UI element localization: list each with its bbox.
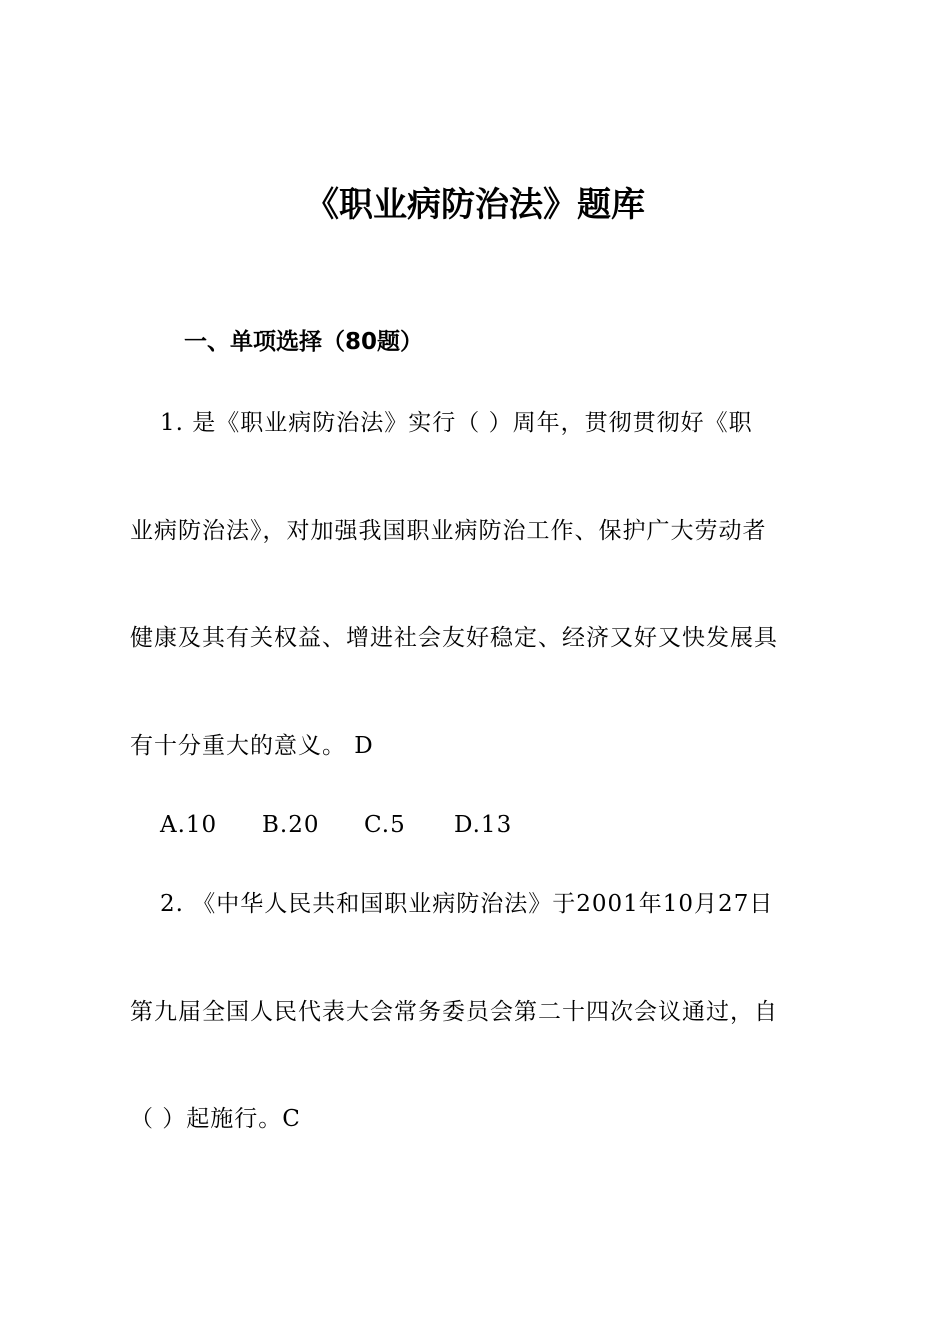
question-2-line-2: 第九届全国人民代表大会常务委员会第二十四次会议通过，自 — [130, 999, 778, 1025]
question-1-line-2: 业病防治法》，对加强我国职业病防治工作、保护广大劳动者 — [130, 518, 767, 544]
question-1-line-4: 有十分重大的意义。 D — [130, 733, 374, 759]
option-d: D.13 — [454, 812, 513, 838]
section-heading: 一、单项选择（80题） — [184, 329, 424, 355]
option-a: A.10 — [160, 812, 218, 838]
question-1-line-3: 健康及其有关权益、增进社会友好稳定、经济又好又快发展具 — [130, 625, 778, 651]
option-b: B.20 — [262, 812, 320, 838]
question-1-line-1: 1. 是《职业病防治法》实行（ ）周年，贯彻贯彻好《职 — [160, 410, 753, 436]
question-2-line-1: 2. 《中华人民共和国职业病防治法》于2001年10月27日 — [160, 891, 774, 917]
question-2-line-3: （ ）起施行。C — [130, 1106, 301, 1132]
question-1-options — [0, 807, 950, 843]
option-c: C.5 — [364, 812, 406, 838]
document-title: 《职业病防治法》题库 — [305, 185, 645, 225]
